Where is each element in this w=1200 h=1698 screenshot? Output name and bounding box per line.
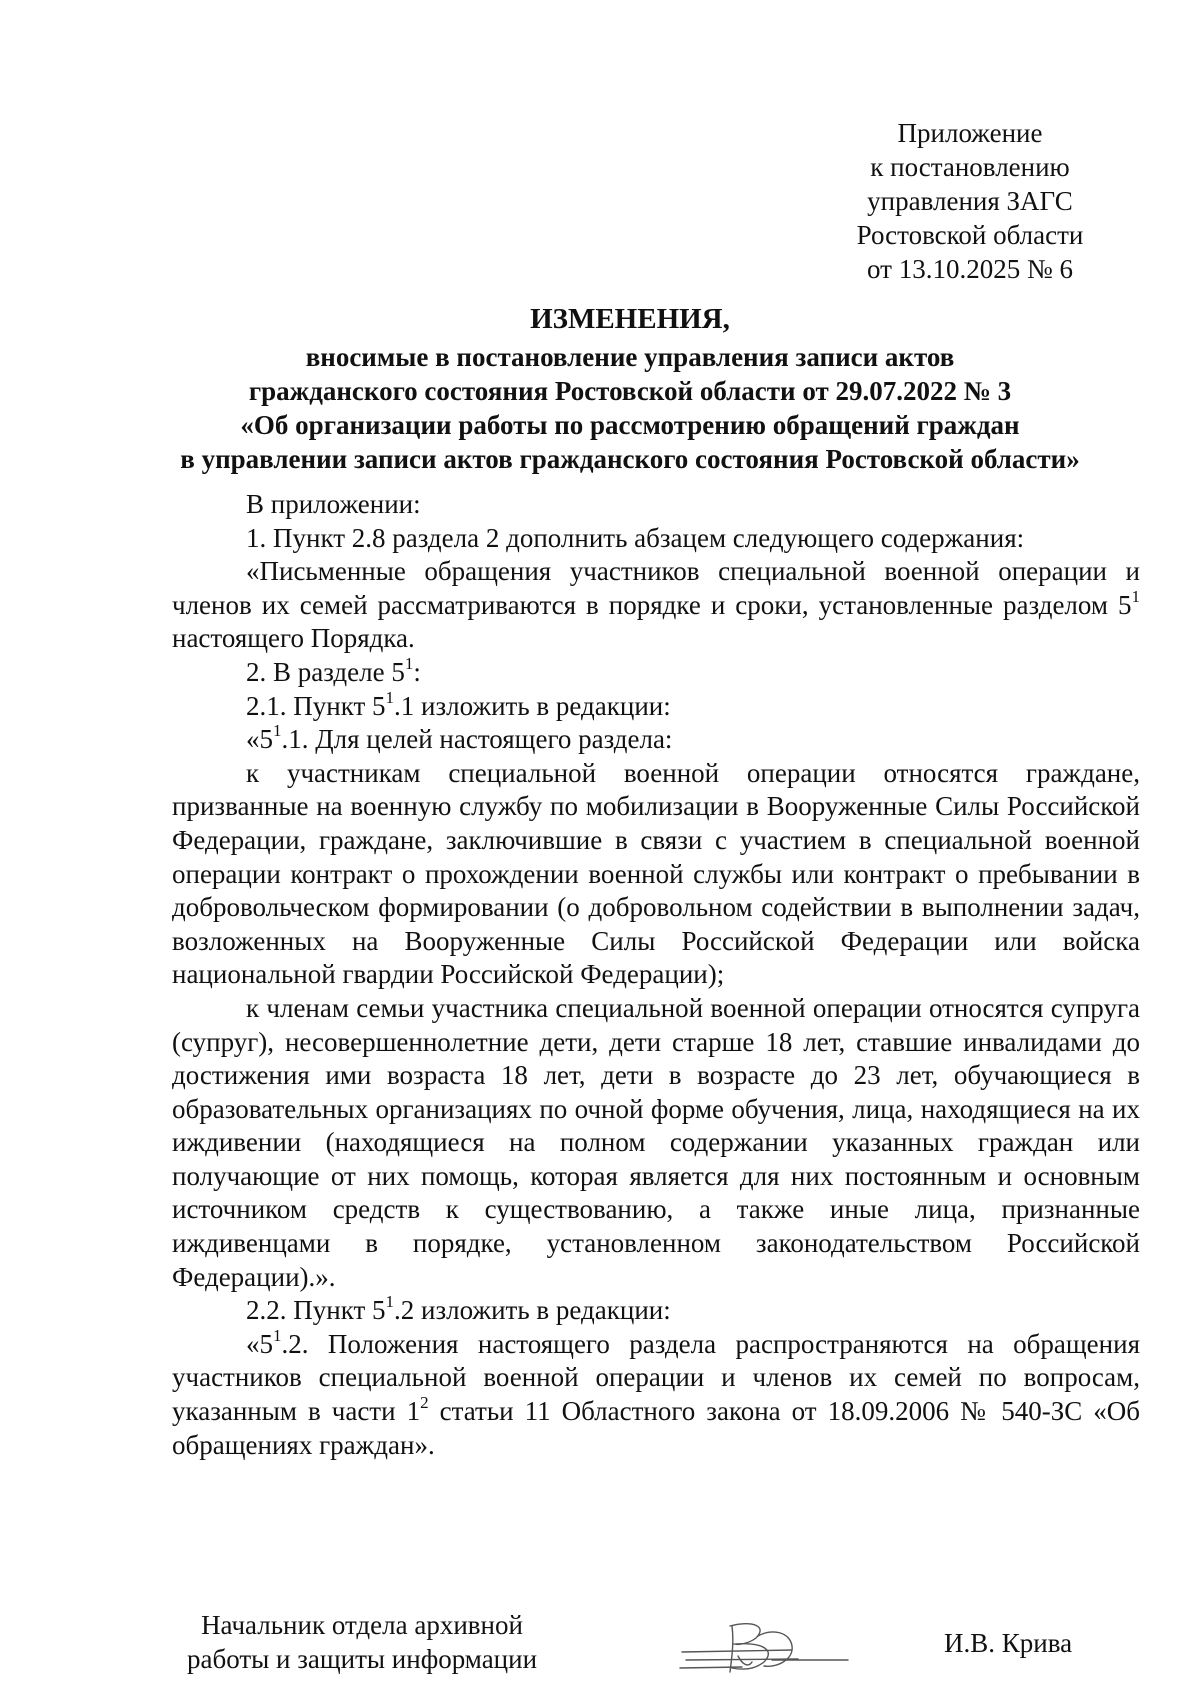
paragraph-text: статьи 11 Областного закона от 18.09.2006 № 540-ЗС «Об обращениях граждан». <box>172 1396 1140 1460</box>
paragraph-text: .2. Положения настоящего раздела распространяются на обращения участников специальной военной операции и членов их семей по вопросам, указанным в части 1 <box>172 1328 1140 1427</box>
paragraph-text: «Письменные обращения участников специальной военной операции и членов их семей рассматриваются в порядке и сроки, установленные разделом 5 <box>172 556 1140 620</box>
paragraph-text: : <box>413 656 421 687</box>
paragraph <box>172 687 1140 724</box>
paragraph <box>172 1325 1140 1462</box>
paragraph-text: «5 <box>246 724 273 755</box>
paragraph-text: 2. В разделе 5 <box>246 656 405 687</box>
superscript: 1 <box>273 1325 282 1345</box>
approval-stamp <box>820 116 1120 286</box>
paragraph: В приложении: <box>246 489 421 519</box>
paragraph: 1. Пункт 2.8 раздела 2 дополнить абзацем следующего содержания: <box>246 522 1025 553</box>
paragraph-text: «5 <box>246 1328 273 1359</box>
approval-line: управления ЗАГС <box>867 186 1073 216</box>
paragraph <box>172 653 1140 690</box>
superscript: 1 <box>273 721 282 741</box>
approval-line: Ростовской области <box>856 220 1084 250</box>
paragraph-text: .1 изложить в редакции: <box>394 690 671 721</box>
title-line: «Об организации работы по рассмотрению обращений граждан <box>240 410 1020 440</box>
paragraph-text: 2.2. Пункт 5 <box>246 1295 386 1326</box>
signer-name: И.В. Крива <box>944 1628 1073 1658</box>
signer-position-line: Начальник отдела архивной <box>201 1610 523 1640</box>
paragraph <box>172 723 1140 757</box>
paragraph-text: .2 изложить в редакции: <box>394 1295 671 1326</box>
approval-line: от 13.10.2025 № 6 <box>867 254 1073 284</box>
paragraph <box>172 555 1140 656</box>
title-line: гражданского состояния Ростовской области от 29.07.2022 № 3 <box>248 376 1012 406</box>
superscript: 1 <box>1131 586 1140 606</box>
paragraph <box>172 1294 1140 1328</box>
signer-position <box>172 1608 552 1676</box>
approval-line: Приложение <box>897 118 1043 148</box>
superscript: 1 <box>385 687 395 707</box>
handwritten-signature-icon <box>672 1612 852 1682</box>
document-title <box>150 302 1110 476</box>
title-line: вносимые в постановление управления записи актов <box>305 342 955 372</box>
paragraph: к членам семьи участника специальной военной операции относятся супруга (супруг), несовершеннолетние дети, дети старше 18 лет, ставшие инвалидами до достижения ими возраста 18 лет, дети в возрасте до 23 лет, обучающиеся в образовательных организациях по очной форме обучения, лица, находящиеся на их иждивении (находящиеся на полном содержании указанных граждан или получающие от них помощь, которая является для них постоянным и основным источником средств к существованию, а также иные лица, признанные иждивенцами в порядке, установленном законодательством Российской Федерации).». <box>172 992 1140 1292</box>
paragraph-text: 2.1. Пункт 5 <box>246 690 386 721</box>
paragraph-text: .1. Для целей настоящего раздела: <box>281 724 673 755</box>
title-main: ИЗМЕНЕНИЯ, <box>530 303 730 335</box>
paragraph: к участникам специальной военной операции относятся граждане, призванные на военную службу по мобилизации в Вооруженные Силы Российской Федерации, граждане, заключившие в связи с участием в специальной военной операции контракт о прохождении военной службы или контракт о пребывании в добровольческом формировании (о добровольном содействии в выполнении задач, возложенных на Вооруженные Силы Российской Федерации или войска национальной гвардии Российской Федерации); <box>172 757 1140 990</box>
signature-block <box>172 1608 1140 1698</box>
superscript: 2 <box>420 1393 429 1413</box>
document-body <box>172 488 1140 1462</box>
superscript: 1 <box>385 1292 395 1312</box>
approval-line: к постановлению <box>870 152 1070 182</box>
paragraph-text: настоящего Порядка. <box>172 623 415 654</box>
superscript: 1 <box>404 653 414 673</box>
title-line: в управлении записи актов гражданского состояния Ростовской области» <box>180 444 1080 474</box>
signer-position-line: работы и защиты информации <box>186 1644 538 1674</box>
